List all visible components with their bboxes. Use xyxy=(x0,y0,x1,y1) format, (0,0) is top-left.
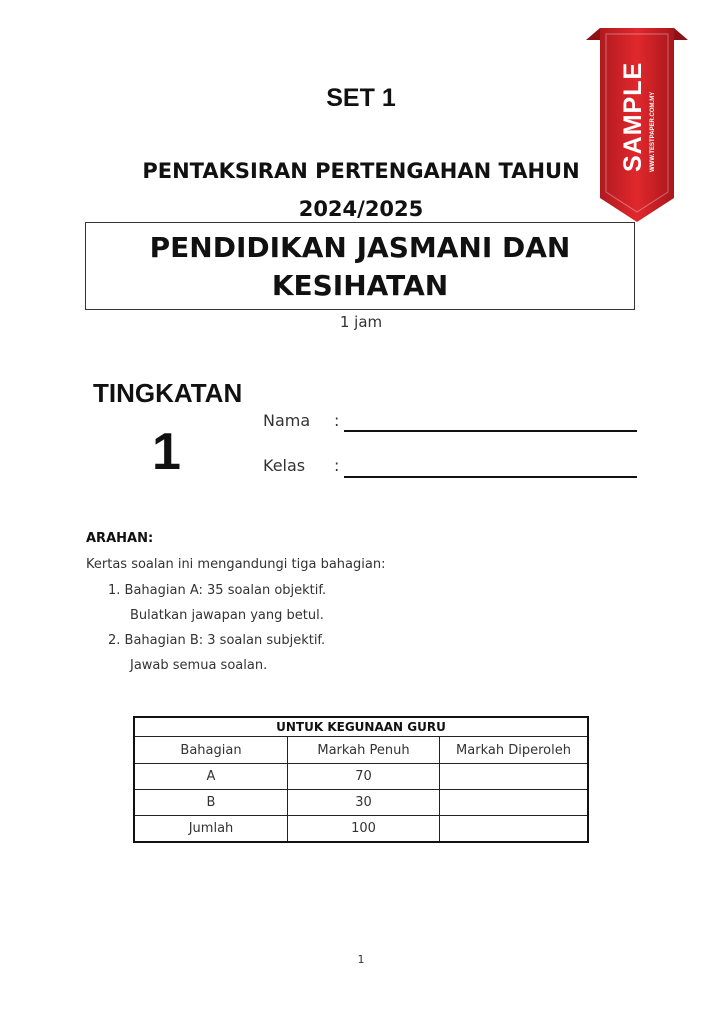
page-number: 1 xyxy=(357,953,365,966)
instruction-note: Bulatkan jawapan yang betul. xyxy=(130,608,324,623)
instruction-number: 2. xyxy=(108,633,121,648)
full-marks-cell: 100 xyxy=(288,816,440,843)
section-cell: Jumlah xyxy=(134,816,288,843)
table-row xyxy=(134,816,588,843)
instruction-number: 1. xyxy=(108,583,121,598)
marks-table-title: UNTUK KEGUNAAN GURU xyxy=(134,717,588,737)
name-colon: : xyxy=(334,411,340,430)
ribbon-text: SAMPLE xyxy=(619,61,647,172)
table-row xyxy=(134,790,588,816)
instructions-intro: Kertas soalan ini mengandungi tiga bahagian: xyxy=(86,557,386,572)
form-number: 1 xyxy=(152,423,181,481)
column-header: Markah Penuh xyxy=(288,737,440,764)
column-header: Bahagian xyxy=(134,737,288,764)
instructions-heading: ARAHAN: xyxy=(86,531,154,546)
duration: 1 jam xyxy=(339,313,383,331)
full-marks-cell: 30 xyxy=(288,790,440,816)
set-label: SET 1 xyxy=(326,84,396,112)
instruction-item xyxy=(108,583,326,598)
name-field[interactable] xyxy=(344,430,637,432)
subject-title-line2: KESIHATAN xyxy=(271,269,449,302)
obtained-marks-cell[interactable] xyxy=(440,790,589,816)
instruction-text: Bahagian B: 3 soalan subjektif. xyxy=(124,633,326,648)
sample-ribbon xyxy=(586,26,688,226)
class-label: Kelas xyxy=(263,456,306,475)
marks-table xyxy=(133,716,589,843)
name-label: Nama xyxy=(263,411,311,430)
column-header: Markah Diperoleh xyxy=(440,737,589,764)
marks-table-header xyxy=(134,737,588,764)
table-row xyxy=(134,764,588,790)
exam-title-line1: PENTAKSIRAN PERTENGAHAN TAHUN xyxy=(142,159,580,183)
section-cell: A xyxy=(134,764,288,790)
exam-title-line2: 2024/2025 xyxy=(298,197,424,221)
ribbon-url: WWW.TESTPAPER.COM.MY xyxy=(650,91,656,172)
form-label: TINGKATAN xyxy=(93,378,243,408)
subject-title-line1: PENDIDIKAN JASMANI DAN xyxy=(149,231,571,264)
subject-title-box xyxy=(85,222,635,310)
instruction-note: Jawab semua soalan. xyxy=(130,658,268,673)
full-marks-cell: 70 xyxy=(288,764,440,790)
class-field[interactable] xyxy=(344,476,637,478)
obtained-marks-cell[interactable] xyxy=(440,764,589,790)
marks-table-title-row xyxy=(134,717,588,737)
instruction-item xyxy=(108,633,325,648)
section-cell: B xyxy=(134,790,288,816)
instruction-text: Bahagian A: 35 soalan objektif. xyxy=(124,583,327,598)
obtained-marks-cell[interactable] xyxy=(440,816,589,843)
class-colon: : xyxy=(334,456,340,475)
